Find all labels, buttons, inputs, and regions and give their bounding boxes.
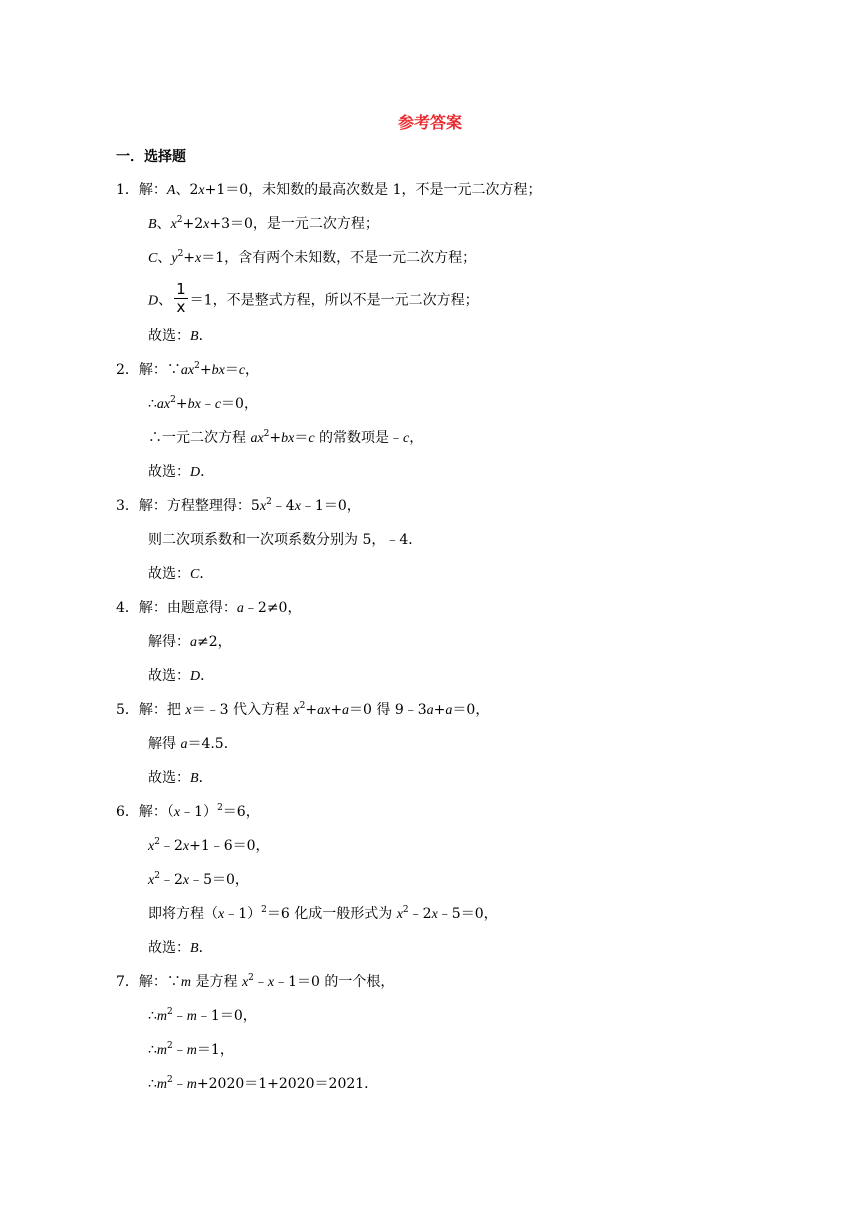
- question-3-line-2: 则二次项系数和一次项系数分别为 5，﹣4．: [148, 532, 423, 548]
- question-6-line-3: $x^2﹣2x﹣5=0$，: [148, 871, 249, 888]
- question-6-line-4: 即将方程（x﹣1）$^2$＝6 化成一般形式为 $x^2﹣2x﹣5=0$，: [148, 905, 498, 922]
- question-7-line-4: $\therefore m^2﹣m+2020=1+2020=2021$．: [148, 1075, 379, 1092]
- question-2-line-3: ∴一元二次方程 $ax^2+bx=c$ 的常数项是﹣c，: [148, 429, 424, 446]
- question-5-line-2: 解得 a＝4.5．: [148, 736, 238, 752]
- page-title: 参考答案: [397, 113, 462, 132]
- question-4-answer: 故选：D．: [148, 668, 215, 684]
- question-1-line-1: 1．解：A、2x+1＝0，未知数的最高次数是 1，不是一元二次方程；: [116, 182, 542, 198]
- question-6-line-1: 6．解：（x﹣1）$^2$＝6，: [116, 803, 260, 820]
- question-4-line-1: 4．解：由题意得：a﹣2≠0，: [116, 600, 302, 616]
- question-7-line-2: $\therefore m^2﹣m﹣1=0$，: [148, 1007, 257, 1024]
- question-4-line-2: 解得：a≠2，: [148, 634, 232, 650]
- question-2-answer: 故选：D．: [148, 464, 215, 480]
- question-1-line-3: C、$y^2+x=1$，含有两个未知数，不是一元二次方程；: [148, 249, 477, 266]
- question-7-line-1: 7．解：∵m 是方程 $x^2﹣x﹣1=0$ 的一个根，: [116, 973, 395, 990]
- question-5-line-1: 5．解：把 x＝﹣3 代入方程 $x^2+ax+a=0$ 得 9﹣3a+a＝0，: [116, 701, 490, 718]
- question-5-answer: 故选：B．: [148, 770, 213, 786]
- question-6-line-2: $x^2﹣2x+1﹣6=0$，: [148, 837, 270, 854]
- question-1-answer: 故选：B．: [148, 328, 213, 344]
- question-1-line-2: B、$x^2+2x+3=0$，是一元二次方程；: [148, 215, 379, 232]
- question-2-line-2: $\therefore ax^2+bx﹣c=0$，: [148, 395, 258, 412]
- question-6-answer: 故选：B．: [148, 940, 213, 956]
- question-7-line-3: $\therefore m^2﹣m=1$，: [148, 1041, 234, 1058]
- question-3-line-1: 3．解：方程整理得：$5x^2﹣4x﹣1=0$，: [116, 497, 361, 514]
- fraction-one-over-x: $\frac{1}{x}$: [176, 280, 186, 316]
- question-2-line-1: 2．解：$\because ax^2+bx=c$，: [116, 361, 260, 378]
- question-1-line-4: D、 $\frac{1}{x}$ ＝1，不是整式方程，所以不是一元二次方程；: [148, 280, 479, 316]
- section-heading: 一．选择题: [116, 149, 186, 165]
- question-3-answer: 故选：C．: [148, 566, 214, 582]
